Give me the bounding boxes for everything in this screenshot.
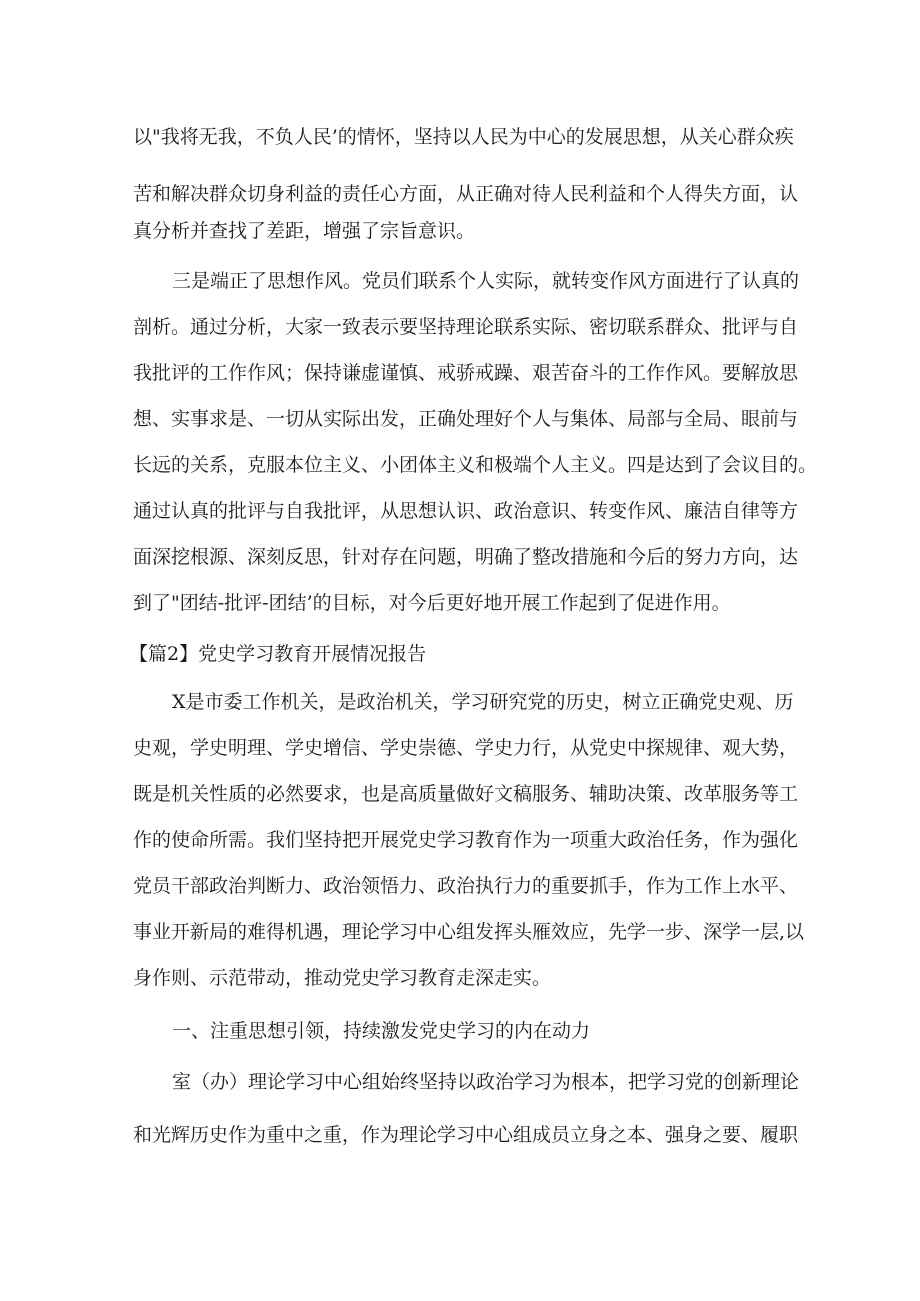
body-text-line: 通过认真的批评与自我批评，从思想认识、政治意识、转变作风、廉洁自律等方 <box>133 500 799 522</box>
body-text-line: 到了"团结-批评-团结’的目标，对今后更好地开展工作起到了促进作用。 <box>133 592 731 614</box>
body-text-line: 真分析并查找了差距，增强了宗旨意识。 <box>133 220 476 242</box>
body-text-line: 作的使命所需。我们坚持把开展党史学习教育作为一项重大政治任务，作为强化 <box>133 829 799 851</box>
body-text-line: 想、实事求是、一切从实际出发，正确处理好个人与集体、局部与全局、眼前与 <box>133 408 799 430</box>
body-text-line: 室（办）理论学习中心组始终坚持以政治学习为根本，把学习党的创新理论 <box>172 1071 800 1093</box>
body-text-line: 长远的关系，克服本位主义、小团体主义和极端个人主义。四是达到了会议目的。 <box>133 454 818 476</box>
body-text-line: 面深挖根源、深刻反思，针对存在问题，明确了整改措施和今后的努力方向，达 <box>133 546 799 568</box>
body-text-line: X是市委工作机关，是政治机关，学习研究党的历史，树立正确党史观、历 <box>172 691 794 713</box>
body-text-line: 和光辉历史作为重中之重，作为理论学习中心组成员立身之本、强身之要、履职 <box>133 1124 799 1146</box>
body-text-line: 事业开新局的难得机遇，理论学习中心组发挥头雁效应，先学一步、深学一层,以 <box>133 921 805 943</box>
body-text-line: 剖析。通过分析，大家一致表示要坚持理论联系实际、密切联系群众、批评与自 <box>133 316 799 338</box>
body-text-line: 以"我将无我，不负人民’的情怀，坚持以人民为中心的发展思想，从关心群众疾 <box>133 126 794 148</box>
body-text-line: 身作则、示范带动，推动党史学习教育走深走实。 <box>133 967 552 989</box>
body-text-line: 苦和解决群众切身利益的责任心方面，从正确对待人民利益和个人得失方面，认 <box>133 183 799 205</box>
body-text-line: 既是机关性质的必然要求，也是高质量做好文稿服务、辅助决策、改革服务等工 <box>133 783 799 805</box>
body-text-line: 三是端正了思想作风。党员们联系个人实际，就转变作风方面进行了认真的 <box>172 270 800 292</box>
section-heading: 一、注重思想引领，持续激发党史学习的内在动力 <box>172 1020 591 1042</box>
body-text-line: 我批评的工作作风；保持谦虚谨慎、戒骄戒躁、艰苦奋斗的工作作风。要解放思 <box>133 362 799 384</box>
body-text-line: 史观，学史明理、学史增信、学史崇德、学史力行，从党史中探规律、观大势， <box>133 737 799 759</box>
article-heading: 【篇2】党史学习教育开展情况报告 <box>129 643 427 665</box>
body-text-line: 党员干部政治判断力、政治领悟力、政治执行力的重要抓手，作为工作上水平、 <box>133 875 799 897</box>
